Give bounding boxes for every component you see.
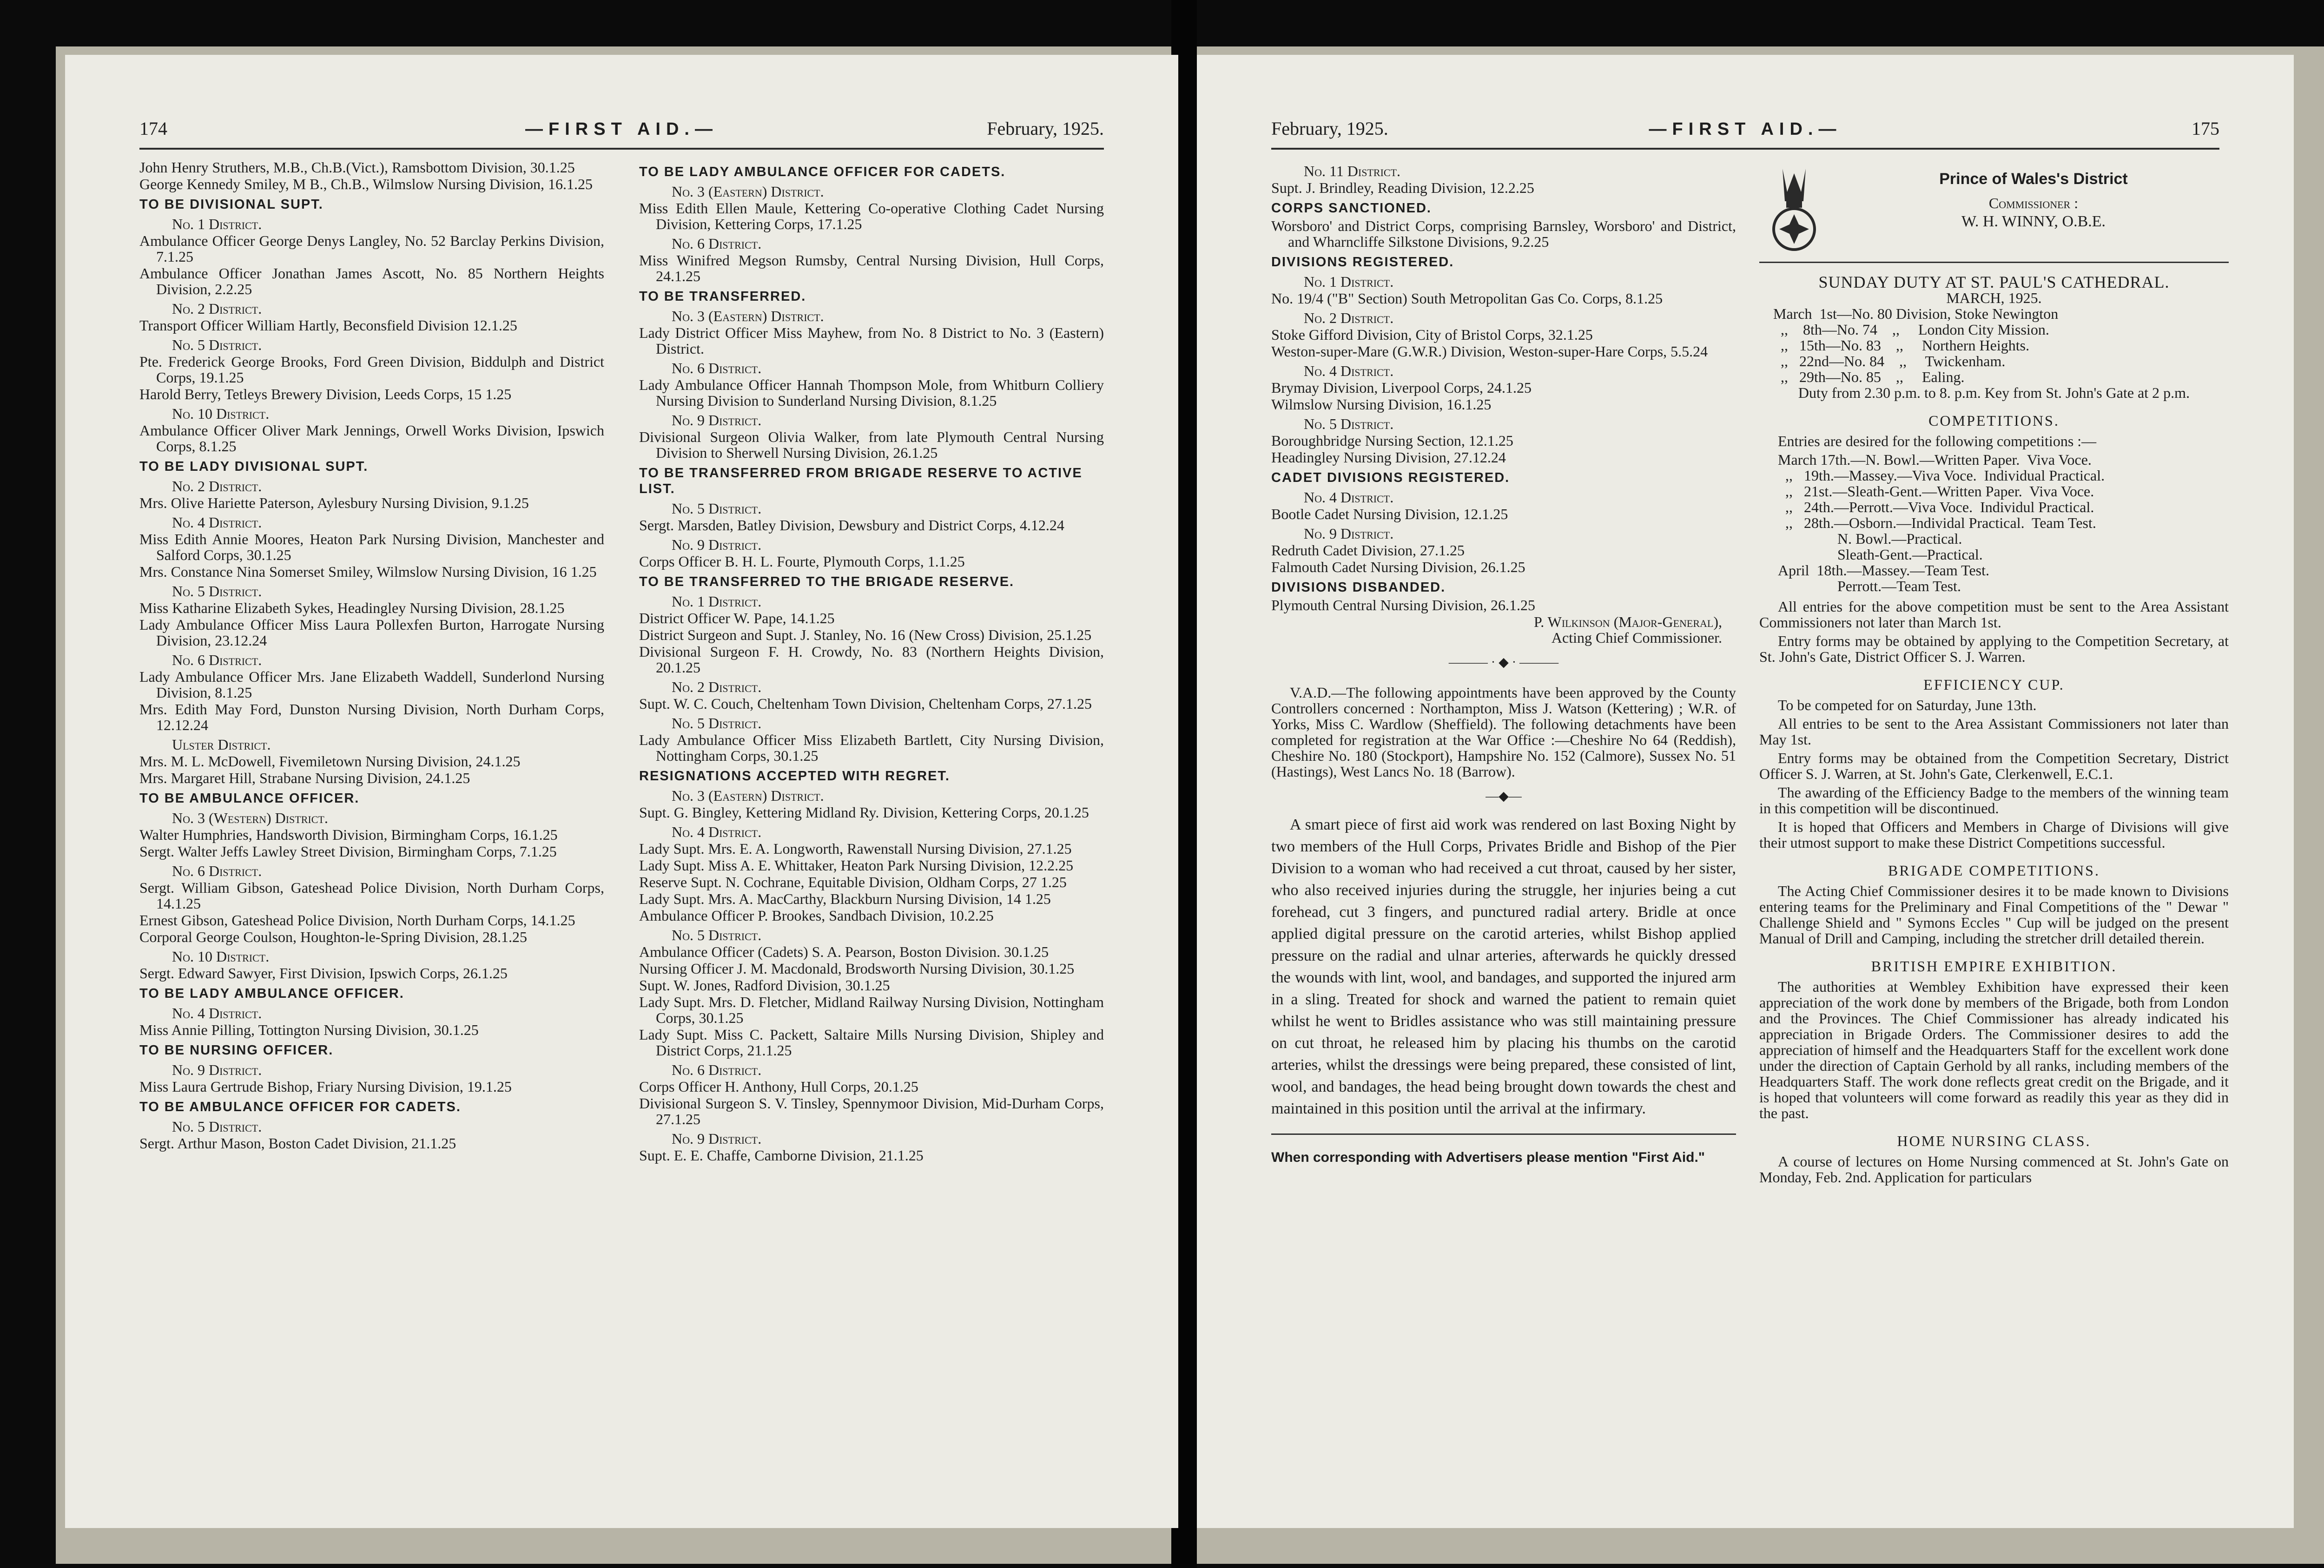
list-row: ,, 28th.—Osborn.—Individal Practical. Team Test.	[1778, 514, 2096, 531]
appointment-entry: Sergt. William Gibson, Gateshead Police Division, North Durham Corps, 14.1.25	[139, 879, 604, 912]
left-page	[65, 55, 1178, 1528]
district-subheading: No. 5 District.	[672, 927, 762, 943]
district-subheading: No. 10 District.	[172, 405, 270, 422]
section-heading: DIVISIONS REGISTERED.	[1271, 255, 1454, 270]
sunday-duty-title: SUNDAY DUTY AT ST. PAUL'S CATHEDRAL.	[1818, 273, 2170, 291]
appointment-entry: Miss Edith Annie Moores, Heaton Park Nursing Division, Manchester and Salford Corps, 30.1.25	[139, 531, 604, 563]
district-subheading: No. 5 District.	[672, 500, 762, 517]
appointment-entry: Corps Officer B. H. L. Fourte, Plymouth Corps, 1.1.25	[639, 553, 965, 570]
appointment-entry: Lady Supt. Miss A. E. Whittaker, Heaton Park Nursing Division, 12.2.25	[639, 857, 1074, 874]
list-row: ,, 22nd—No. 84 ,, Twickenham.	[1773, 353, 2006, 369]
right-running-head	[1271, 111, 2219, 143]
list-row: ,, 29th—No. 85 ,, Ealing.	[1773, 369, 1965, 385]
district-subheading: No. 6 District.	[172, 652, 262, 668]
issue-date: February, 1925.	[1271, 118, 1388, 139]
list-row: March 17th.—N. Bowl.—Written Paper. Viva Voce.	[1778, 451, 2092, 468]
appointment-entry: Miss Laura Gertrude Bishop, Friary Nursing Division, 19.1.25	[139, 1078, 512, 1095]
exhibition-title: BRITISH EMPIRE EXHIBITION.	[1871, 958, 2117, 975]
list-row: ,, 15th—No. 83 ,, Northern Heights.	[1773, 337, 2030, 354]
appointment-entry: Mrs. Olive Hariette Paterson, Aylesbury Nursing Division, 9.1.25	[139, 494, 529, 511]
commissioner-name: W. H. WINNY, O.B.E.	[1961, 213, 2106, 230]
appointment-entry: Pte. Frederick George Brooks, Ford Green Division, Biddulph and District Corps, 19.1.25	[139, 353, 604, 386]
appointment-entry: Redruth Cadet Division, 27.1.25	[1271, 542, 1465, 559]
district-subheading: No. 1 District.	[1304, 273, 1394, 290]
district-title-block	[1848, 171, 2219, 230]
appointment-entry: Corporal George Coulson, Houghton-le-Spring Division, 28.1.25	[139, 929, 528, 945]
district-header	[1759, 159, 2229, 252]
nursing-text: A course of lectures on Home Nursing commenced at St. John's Gate on Monday, Feb. 2nd. Application for particulars	[1759, 1153, 2229, 1186]
section-heading: CADET DIVISIONS REGISTERED.	[1271, 470, 1510, 485]
appointment-entry: Lady Supt. Mrs. D. Fletcher, Midland Railway Nursing Division, Nottingham Corps, 30.1.25	[639, 994, 1104, 1026]
page-number: 174	[139, 118, 167, 139]
appointment-entry: Miss Winifred Megson Rumsby, Central Nursing Division, Hull Corps, 24.1.25	[639, 252, 1104, 284]
vad-paragraph: V.A.D.—The following appointments have been approved by the County Controllers concerned : Northampton, Miss J. Watson (Kettering) ; W.R. of Yorks, Miss C. Wardlow (Sheffield). The following detachments have been completed for registration at the War Office :—Cheshire No 64 (Reddish), Cheshire No. 180 (Stockport), Hampshire No. 152 (Calmore), Sussex No. 51 (Hastings), West Lancs No. 18 (Barrow).	[1271, 684, 1736, 780]
appointment-entry: Ernest Gibson, Gateshead Police Division, North Durham Corps, 14.1.25	[139, 912, 575, 929]
section-heading: TO BE TRANSFERRED TO THE BRIGADE RESERVE.	[639, 574, 1015, 589]
district-subheading: Ulster District.	[172, 736, 271, 753]
district-subheading: No. 3 (Eastern) District.	[672, 308, 824, 324]
appointment-entry: Lady Ambulance Officer Miss Elizabeth Bartlett, City Nursing Division, Nottingham Corps, 30.1.25	[639, 731, 1104, 764]
section-heading: TO BE NURSING OFFICER.	[139, 1043, 334, 1058]
list-row: N. Bowl.—Practical.	[1778, 530, 1962, 547]
section-heading: CORPS SANCTIONED.	[1271, 201, 1432, 216]
advertiser-note: When corresponding with Advertisers please mention "First Aid."	[1271, 1150, 1705, 1165]
district-subheading: No. 9 District.	[672, 1130, 762, 1147]
appointment-entry: District Surgeon and Supt. J. Stanley, No. 16 (New Cross) Division, 25.1.25	[639, 626, 1092, 643]
appointment-entry: Ambulance Officer Oliver Mark Jennings, Orwell Works Division, Ipswich Corps, 8.1.25	[139, 422, 604, 455]
exhibition-text: The authorities at Wembley Exhibition have expressed their keen appreciation of the work done by members of the Brigade, both from London and the Provinces. The Chief Commissioner has already indicated his appreciation in Brigade Orders. The Commissioner desires to add the appreciation of himself and the Headquarters Staff for the excellent work done under the direction of Captain Gerhold by all ranks, including members of the Headquarters Staff. The work done reflects great credit on the Brigade, and it is hoped that volunteers will come forward as readily this year as they did in the past.	[1759, 978, 2229, 1121]
appointment-entry: Sergt. Edward Sawyer, First Division, Ipswich Corps, 26.1.25	[139, 965, 508, 982]
signature-name: P. Wilkinson (Major-General),	[1533, 613, 1722, 630]
district-subheading: No. 4 District.	[1304, 489, 1394, 506]
appointment-entry: Miss Katharine Elizabeth Sykes, Headingley Nursing Division, 28.1.25	[139, 600, 565, 616]
district-subheading: No. 11 District.	[1304, 163, 1401, 179]
efficiency-text-2: All entries to be sent to the Area Assistant Commissioners not later than May 1st.	[1759, 715, 2229, 748]
right-page	[1197, 55, 2294, 1528]
district-subheading: No. 6 District.	[672, 235, 762, 252]
appointment-entry: Stoke Gifford Division, City of Bristol Corps, 32.1.25	[1271, 326, 1593, 343]
appointment-entry: Lady District Officer Miss Mayhew, from No. 8 District to No. 3 (Eastern) District.	[639, 324, 1104, 357]
appointment-entry: Plymouth Central Nursing Division, 26.1.25	[1271, 597, 1535, 613]
divider-rule	[1271, 1133, 1736, 1135]
right-column-1	[1271, 159, 1736, 1180]
appointment-entry: Mrs. Constance Nina Somerset Smiley, Wilmslow Nursing Division, 16 1.25	[139, 563, 597, 580]
appointment-entry: Divisional Surgeon Olivia Walker, from late Plymouth Central Nursing Division to Sherwell Nursing Division, 26.1.25	[639, 428, 1104, 461]
appointment-entry: Lady Ambulance Officer Mrs. Jane Elizabeth Waddell, Sunderlond Nursing Division, 8.1.25	[139, 668, 604, 701]
district-subheading: No. 2 District.	[672, 679, 762, 695]
appointment-entry: Supt. J. Brindley, Reading Division, 12.2.25	[1271, 179, 1534, 196]
duty-list	[1759, 306, 2229, 385]
district-subheading: No. 1 District.	[172, 216, 262, 232]
district-subheading: No. 2 District.	[172, 300, 262, 317]
section-heading: TO BE LADY AMBULANCE OFFICER.	[139, 986, 404, 1001]
efficiency-title: EFFICIENCY CUP.	[1923, 676, 2065, 693]
efficiency-text-4: The awarding of the Efficiency Badge to the members of the winning team in this competition will be discontinued.	[1759, 784, 2229, 817]
left-column-1	[139, 159, 604, 1152]
list-row: ,, 19th.—Massey.—Viva Voce. Individual Practical.	[1778, 467, 2105, 484]
appointment-entry: Harold Berry, Tetleys Brewery Division, Leeds Corps, 15 1.25	[139, 386, 512, 402]
district-subheading: No. 5 District.	[172, 583, 262, 600]
appointment-entry: Sergt. Walter Jeffs Lawley Street Division, Birmingham Corps, 7.1.25	[139, 843, 557, 860]
section-heading: TO BE LADY DIVISIONAL SUPT.	[139, 459, 369, 474]
competitions-note-2: Entry forms may be obtained by applying to the Competition Secretary, at St. John's Gate, District Officer S. J. Warren.	[1759, 632, 2229, 665]
divider-rule	[1759, 262, 2229, 263]
appointment-entry: Mrs. Margaret Hill, Strabane Nursing Division, 24.1.25	[139, 770, 470, 786]
district-subheading: No. 3 (Eastern) District.	[672, 183, 824, 200]
efficiency-text-5: It is hoped that Officers and Members in Charge of Divisions will give their utmost support to make these District Competitions successful.	[1759, 818, 2229, 851]
district-subheading: No. 3 (Eastern) District.	[672, 787, 824, 804]
appointment-entry: Worsboro' and District Corps, comprising Barnsley, Worsboro' and District, and Wharncliffe Silkstone Divisions, 9.2.25	[1271, 217, 1736, 250]
appointment-entry: Supt. G. Bingley, Kettering Midland Ry. Division, Kettering Corps, 20.1.25	[639, 804, 1089, 821]
head-rule	[1271, 148, 2219, 150]
list-row: ,, 21st.—Sleath-Gent.—Written Paper. Viva Voce.	[1778, 483, 2094, 500]
appointment-entry: Supt. W. Jones, Radford Division, 30.1.25	[639, 977, 890, 994]
appointment-entry: Ambulance Officer P. Brookes, Sandbach Division, 10.2.25	[639, 907, 994, 924]
competitions-list	[1759, 452, 2229, 594]
appointment-entry: Lady Ambulance Officer Miss Laura Pollexfen Burton, Harrogate Nursing Division, 23.12.24	[139, 616, 604, 649]
list-row: March 1st—No. 80 Division, Stoke Newington	[1773, 305, 2059, 322]
list-row: ,, 24th.—Perrott.—Viva Voce. Individul Practical.	[1778, 499, 2094, 515]
appointment-entry: Boroughbridge Nursing Section, 12.1.25	[1271, 432, 1513, 449]
list-row: Perrott.—Team Test.	[1778, 578, 1961, 594]
appointment-entry: Brymay Division, Liverpool Corps, 24.1.25	[1271, 379, 1532, 396]
district-subheading: No. 4 District.	[1304, 362, 1394, 379]
district-subheading: No. 5 District.	[172, 336, 262, 353]
section-heading: TO BE DIVISIONAL SUPT.	[139, 197, 324, 212]
appointment-entry: Falmouth Cadet Nursing Division, 26.1.25	[1271, 559, 1525, 575]
appointment-entry: Ambulance Officer (Cadets) S. A. Pearson, Boston Division. 30.1.25	[639, 943, 1049, 960]
appointment-entry: Supt. E. E. Chaffe, Camborne Division, 21.1.25	[639, 1147, 924, 1164]
district-subheading: No. 9 District.	[672, 536, 762, 553]
appointment-entry: Nursing Officer J. M. Macdonald, Brodsworth Nursing Division, 30.1.25	[639, 960, 1075, 977]
district-subheading: No. 4 District.	[172, 514, 262, 531]
appointment-entry: Ambulance Officer George Denys Langley, No. 52 Barclay Perkins Division, 7.1.25	[139, 232, 604, 265]
district-subheading: No. 5 District.	[172, 1118, 262, 1135]
district-subheading: No. 9 District.	[672, 412, 762, 428]
signature-title: Acting Chief Commissioner.	[1551, 629, 1722, 646]
right-column-2	[1759, 159, 2229, 1188]
appointment-entry: Supt. W. C. Couch, Cheltenham Town Division, Cheltenham Corps, 27.1.25	[639, 695, 1092, 712]
page-number: 175	[2192, 118, 2219, 139]
orders-list	[1271, 163, 1736, 613]
appointment-entry: Wilmslow Nursing Division, 16.1.25	[1271, 396, 1492, 413]
district-subheading: No. 4 District.	[672, 824, 762, 840]
left-column-2	[639, 159, 1104, 1164]
journal-title: —FIRST AID.—	[525, 119, 718, 139]
appointment-entry: Lady Ambulance Officer Hannah Thompson Mole, from Whitburn Colliery Nursing Division to Sunderland Nursing Division, 8.1.25	[639, 376, 1104, 409]
appointment-entry: Sergt. Arthur Mason, Boston Cadet Division, 21.1.25	[139, 1135, 456, 1152]
list-row: Sleath-Gent.—Practical.	[1778, 546, 1983, 563]
appointment-entry: Reserve Supt. N. Cochrane, Equitable Division, Oldham Corps, 27 1.25	[639, 874, 1067, 890]
first-aid-article: A smart piece of first aid work was rendered on last Boxing Night by two members of the Hull Corps, Privates Bridle and Bishop of the Pier Division to a woman who had received a cut throat, caused by her sister, who also received injuries during the struggle, her injuries being a cut forehead, cut 3 fingers, and punctured radial artery. Bridle at once applied digital pressure on the carotid arteries, whilst Bishop applied pressure on the radial and ulnar arteries, afterwards he quickly dressed the wounds with lint, wool, and bandages, and supported the injured arm in a sling. Treated for shock and warned the patient to remain quiet whilst he went to Bridles assistance who was still maintaining pressure on cut throat, he released him by placing his thumbs on the carotid arteries, whilst the dressings were being prepared, these consisted of lint, wool, and bandages, the head being brought down towards the chest and maintained in this position until the arrival at the infirmary.	[1271, 816, 1736, 1117]
appointment-entry: Walter Humphries, Handsworth Division, Birmingham Corps, 16.1.25	[139, 826, 558, 843]
appointment-entry: No. 19/4 ("B" Section) South Metropolitan Gas Co. Corps, 8.1.25	[1271, 290, 1663, 307]
left-running-head	[139, 111, 1104, 143]
st-john-crest-icon	[1769, 164, 1820, 257]
appointment-entry: Mrs. Edith May Ford, Dunston Nursing Division, North Durham Corps, 12.12.24	[139, 701, 604, 733]
appointment-entry: Miss Annie Pilling, Tottington Nursing Division, 30.1.25	[139, 1021, 479, 1038]
brigade-text: The Acting Chief Commissioner desires it to be made known to Divisions entering teams for the Preliminary and Final Competitions of the " Dewar " Challenge Shield and " Symons Eccles " Cup will be judged on the present Manual of Drill and Camping, including the stretcher drill detailed therein.	[1759, 883, 2229, 947]
section-heading: TO BE AMBULANCE OFFICER FOR CADETS.	[139, 1100, 461, 1114]
appointment-entry: Weston-super-Mare (G.W.R.) Division, Weston-super-Hare Corps, 5.5.24	[1271, 343, 1708, 360]
district-subheading: No. 4 District.	[172, 1005, 262, 1021]
appointment-entry: Headingley Nursing Division, 27.12.24	[1271, 449, 1506, 466]
head-rule	[139, 148, 1104, 150]
section-heading: TO BE TRANSFERRED FROM BRIGADE RESERVE TO ACTIVE LIST.	[639, 466, 1083, 496]
district-subheading: No. 9 District.	[1304, 525, 1394, 542]
section-heading: TO BE LADY AMBULANCE OFFICER FOR CADETS.	[639, 165, 1006, 179]
appointment-entry: District Officer W. Pape, 14.1.25	[639, 610, 835, 626]
district-subheading: No. 6 District.	[672, 360, 762, 376]
district-subheading: No. 6 District.	[172, 863, 262, 879]
appointment-entry: George Kennedy Smiley, M B., Ch.B., Wilmslow Nursing Division, 16.1.25	[139, 176, 593, 192]
section-heading: DIVISIONS DISBANDED.	[1271, 580, 1446, 595]
section-heading: RESIGNATIONS ACCEPTED WITH REGRET.	[639, 769, 950, 784]
commissioner-label: Commissioner :	[1988, 195, 2079, 211]
efficiency-text-1: To be competed for on Saturday, June 13th.	[1778, 697, 2037, 713]
appointment-entry: Transport Officer William Hartly, Beconsfield Division 12.1.25	[139, 317, 517, 334]
appointment-entry: Ambulance Officer Jonathan James Ascott, No. 85 Northern Heights Division, 2.2.25	[139, 265, 604, 297]
appointment-entry: Divisional Surgeon F. H. Crowdy, No. 83 (Northern Heights Division, 20.1.25	[639, 643, 1104, 676]
district-subheading: No. 10 District.	[172, 948, 270, 965]
appointment-entry: John Henry Struthers, M.B., Ch.B.(Vict.), Ramsbottom Division, 30.1.25	[139, 159, 575, 176]
district-subheading: No. 5 District.	[1304, 415, 1394, 432]
competitions-title: COMPETITIONS.	[1928, 412, 2060, 429]
appointment-entry: Sergt. Marsden, Batley Division, Dewsbury and District Corps, 4.12.24	[639, 517, 1064, 534]
list-row: April 18th.—Massey.—Team Test.	[1778, 562, 1990, 579]
sunday-duty-subtitle: MARCH, 1925.	[1946, 290, 2042, 306]
appointment-entry: Divisional Surgeon S. V. Tinsley, Spennymoor Division, Mid-Durham Corps, 27.1.25	[639, 1095, 1104, 1127]
district-subheading: No. 2 District.	[172, 478, 262, 494]
district-subheading: No. 1 District.	[672, 593, 762, 610]
ornament-divider: ——— · ◆ · ———	[1448, 655, 1559, 670]
journal-title: —FIRST AID.—	[1649, 119, 1842, 139]
ornament-divider: —◆—	[1486, 789, 1522, 804]
district-subheading: No. 6 District.	[672, 1061, 762, 1078]
issue-date: February, 1925.	[987, 118, 1104, 139]
appointment-entry: Lady Supt. Mrs. E. A. Longworth, Rawenstall Nursing Division, 27.1.25	[639, 840, 1072, 857]
brigade-title: BRIGADE COMPETITIONS.	[1888, 862, 2100, 879]
nursing-title: HOME NURSING CLASS.	[1897, 1133, 2091, 1149]
appointment-entry: Bootle Cadet Nursing Division, 12.1.25	[1271, 506, 1508, 522]
district-subheading: No. 5 District.	[672, 715, 762, 731]
efficiency-text-3: Entry forms may be obtained from the Competition Secretary, District Officer S. J. Warren, at St. John's Gate, Clerkenwell, E.C.1.	[1759, 750, 2229, 782]
competitions-intro: Entries are desired for the following competitions :—	[1778, 433, 2097, 449]
list-row: ,, 8th—No. 74 ,, London City Mission.	[1773, 321, 2049, 338]
district-title: Prince of Wales's District	[1939, 170, 2128, 188]
appointment-entry: Mrs. M. L. McDowell, Fivemiletown Nursing Division, 24.1.25	[139, 753, 521, 770]
district-subheading: No. 3 (Western) District.	[172, 810, 328, 826]
competitions-note-1: All entries for the above competition must be sent to the Area Assistant Commissioners not later than March 1st.	[1759, 598, 2229, 631]
appointment-entry: Corps Officer H. Anthony, Hull Corps, 20.1.25	[639, 1078, 918, 1095]
district-subheading: No. 9 District.	[172, 1061, 262, 1078]
section-heading: TO BE TRANSFERRED.	[639, 289, 806, 304]
appointment-entry: Lady Supt. Miss C. Packett, Saltaire Mills Nursing Division, Shipley and District Corps, 21.1.25	[639, 1026, 1104, 1059]
section-heading: TO BE AMBULANCE OFFICER.	[139, 791, 360, 806]
appointment-entry: Lady Supt. Mrs. A. MacCarthy, Blackburn Nursing Division, 14 1.25	[639, 890, 1051, 907]
district-subheading: No. 2 District.	[1304, 310, 1394, 326]
duty-time: Duty from 2.30 p.m. to 8. p.m. Key from St. John's Gate at 2 p.m.	[1798, 384, 2190, 401]
appointment-entry: Miss Edith Ellen Maule, Kettering Co-operative Clothing Cadet Nursing Division, Kettering Corps, 17.1.25	[639, 200, 1104, 232]
